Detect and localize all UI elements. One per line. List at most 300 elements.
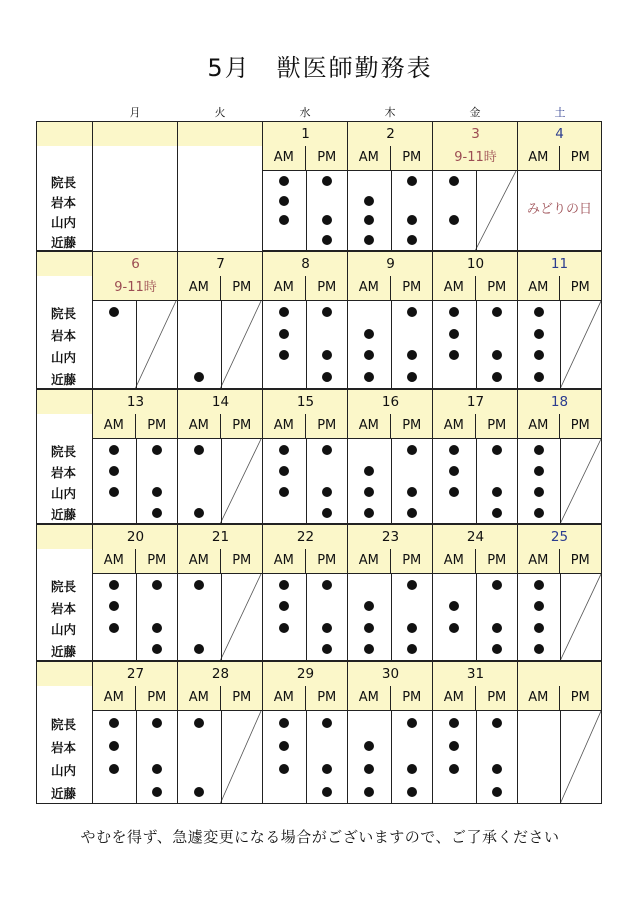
- pm-label: PM: [570, 418, 590, 433]
- name-column-header: [37, 662, 92, 687]
- day-cell: [432, 524, 518, 661]
- staff-name: 院長: [51, 443, 77, 459]
- am-duty-dot: [534, 487, 544, 497]
- am-duty-dot: [449, 350, 459, 360]
- pm-duty-dot: [407, 307, 417, 317]
- staff-name: 近藤: [51, 644, 77, 660]
- pm-label: PM: [232, 553, 252, 568]
- date-label: 21: [178, 525, 263, 550]
- am-duty-dot: [279, 215, 289, 225]
- day-cell: [517, 661, 602, 804]
- pm-duty-dot: [492, 787, 502, 797]
- session-header: [518, 686, 601, 711]
- am-duty-dot: [279, 307, 289, 317]
- session-header: [433, 549, 518, 574]
- am-duty-dot: [449, 466, 459, 476]
- staff-name: 山内: [51, 215, 77, 230]
- staff-name: 近藤: [51, 372, 77, 387]
- am-duty-dot: [364, 235, 374, 245]
- pm-duty-dot: [322, 487, 332, 497]
- day-cell: [177, 661, 263, 804]
- staff-name-column: [36, 389, 92, 524]
- pm-duty-dot: [492, 644, 502, 654]
- pm-label: PM: [487, 553, 507, 568]
- date-label: 9: [348, 252, 433, 277]
- am-pm-divider: [391, 301, 392, 388]
- day-cell: [262, 251, 348, 389]
- pm-label: PM: [402, 553, 422, 568]
- pm-duty-dot: [407, 445, 417, 455]
- am-duty-dot: [279, 176, 289, 186]
- date-label: 20: [93, 525, 178, 550]
- pm-duty-dot: [152, 644, 162, 654]
- am-duty-dot: [279, 580, 289, 590]
- am-label: AM: [433, 414, 476, 438]
- pm-duty-dot: [152, 623, 162, 633]
- session-header: [518, 414, 601, 439]
- date-label: 7: [178, 252, 263, 277]
- pm-label: PM: [402, 418, 422, 433]
- am-duty-dot: [534, 466, 544, 476]
- staff-name: 山内: [51, 350, 77, 365]
- am-duty-dot: [449, 623, 459, 633]
- am-duty-dot: [364, 372, 374, 382]
- pm-duty-dot: [492, 580, 502, 590]
- day-cell: [177, 251, 263, 389]
- pm-duty-dot: [492, 623, 502, 633]
- day-cell: [347, 251, 433, 389]
- pm-label: PM: [570, 553, 590, 568]
- session-header: [263, 686, 348, 711]
- am-duty-dot: [449, 601, 459, 611]
- date-label: 3: [433, 122, 518, 147]
- am-pm-divider: [136, 301, 137, 388]
- date-label: [93, 122, 178, 147]
- staff-name: 山内: [51, 763, 77, 779]
- am-label: AM: [178, 686, 221, 710]
- am-duty-dot: [364, 644, 374, 654]
- session-header: [518, 549, 601, 574]
- day-cell: [92, 661, 178, 804]
- day-cell: [432, 389, 518, 524]
- day-cell: [347, 661, 433, 804]
- date-label: 27: [93, 662, 178, 687]
- am-duty-dot: [449, 741, 459, 751]
- am-label: AM: [178, 414, 221, 438]
- pm-duty-dot: [407, 215, 417, 225]
- am-duty-dot: [109, 601, 119, 611]
- am-duty-dot: [364, 601, 374, 611]
- name-column-header: [37, 252, 92, 277]
- date-label: 13: [93, 390, 178, 415]
- am-duty-dot: [109, 623, 119, 633]
- am-pm-divider: [221, 301, 222, 388]
- pm-duty-dot: [492, 350, 502, 360]
- date-label: 1: [263, 122, 348, 147]
- pm-duty-dot: [322, 372, 332, 382]
- week-row: [36, 389, 602, 524]
- day-cell: [517, 251, 602, 389]
- pm-duty-dot: [322, 350, 332, 360]
- day-cell: [517, 389, 602, 524]
- footer-note: やむを得ず、急遽変更になる場合がございますので、ご了承ください: [80, 828, 560, 846]
- am-label: AM: [263, 414, 306, 438]
- pm-duty-dot: [152, 487, 162, 497]
- page-title: 5月 獣医師勤務表: [207, 54, 433, 82]
- pm-label: PM: [317, 280, 337, 295]
- date-label: 23: [348, 525, 433, 550]
- am-duty-dot: [279, 764, 289, 774]
- am-pm-divider: [560, 711, 561, 803]
- am-label: AM: [263, 686, 306, 710]
- pm-label: PM: [402, 690, 422, 705]
- pm-duty-dot: [407, 764, 417, 774]
- staff-name: 岩本: [51, 600, 77, 616]
- staff-name: 院長: [51, 578, 77, 594]
- date-label: 28: [178, 662, 263, 687]
- staff-name: 岩本: [51, 195, 77, 210]
- day-cell: [432, 121, 518, 251]
- am-duty-dot: [194, 445, 204, 455]
- am-duty-dot: [364, 487, 374, 497]
- am-label: AM: [433, 276, 476, 300]
- day-cell: [517, 121, 602, 251]
- session-header: [433, 414, 518, 439]
- session-header: [93, 276, 178, 301]
- am-label: AM: [263, 146, 306, 170]
- pm-label: PM: [232, 418, 252, 433]
- pm-label: PM: [147, 418, 167, 433]
- pm-duty-dot: [407, 350, 417, 360]
- am-duty-dot: [364, 787, 374, 797]
- am-pm-divider: [391, 439, 392, 523]
- am-label: AM: [348, 276, 391, 300]
- pm-duty-dot: [322, 644, 332, 654]
- am-pm-divider: [560, 574, 561, 660]
- day-cell: [432, 251, 518, 389]
- am-duty-dot: [109, 764, 119, 774]
- weekday-label: 水: [299, 106, 311, 119]
- day-cell: [262, 121, 348, 251]
- am-duty-dot: [109, 580, 119, 590]
- am-duty-dot: [534, 445, 544, 455]
- day-cell: [347, 121, 433, 251]
- session-header: [178, 276, 263, 301]
- staff-name-column: [36, 251, 92, 389]
- date-label: 4: [518, 122, 601, 147]
- am-duty-dot: [109, 487, 119, 497]
- date-label: [518, 662, 601, 687]
- am-label: AM: [93, 414, 136, 438]
- pm-label: PM: [317, 553, 337, 568]
- am-pm-divider: [560, 439, 561, 523]
- am-duty-dot: [364, 329, 374, 339]
- session-header: [263, 276, 348, 301]
- session-header: [93, 414, 178, 439]
- session-header: [263, 146, 348, 171]
- date-label: 15: [263, 390, 348, 415]
- pm-label: PM: [232, 690, 252, 705]
- session-header: [348, 276, 433, 301]
- special-hours-label: 9-11時: [454, 150, 497, 165]
- am-label: AM: [93, 549, 136, 573]
- date-label: 11: [518, 252, 601, 277]
- pm-duty-dot: [492, 445, 502, 455]
- pm-duty-dot: [407, 508, 417, 518]
- pm-duty-dot: [322, 623, 332, 633]
- am-label: AM: [93, 686, 136, 710]
- pm-label: PM: [232, 280, 252, 295]
- am-duty-dot: [534, 580, 544, 590]
- am-pm-divider: [136, 574, 137, 660]
- am-pm-divider: [391, 711, 392, 803]
- pm-label: PM: [317, 418, 337, 433]
- day-cell: [92, 251, 178, 389]
- name-column-header: [37, 525, 92, 550]
- pm-duty-dot: [322, 445, 332, 455]
- day-cell: [517, 524, 602, 661]
- date-label: 10: [433, 252, 518, 277]
- am-pm-divider: [306, 301, 307, 388]
- pm-label: PM: [570, 150, 590, 165]
- weekday-label: 木: [384, 106, 396, 119]
- staff-name: 院長: [51, 175, 77, 190]
- am-duty-dot: [194, 580, 204, 590]
- am-pm-divider: [476, 711, 477, 803]
- am-label: AM: [263, 276, 306, 300]
- session-header: [178, 686, 263, 711]
- staff-name: 近藤: [51, 507, 77, 523]
- pm-duty-dot: [492, 764, 502, 774]
- pm-duty-dot: [407, 580, 417, 590]
- am-duty-dot: [364, 741, 374, 751]
- am-label: AM: [518, 276, 560, 300]
- pm-duty-dot: [152, 787, 162, 797]
- session-header: [178, 549, 263, 574]
- am-label: AM: [433, 549, 476, 573]
- pm-duty-dot: [407, 644, 417, 654]
- am-duty-dot: [364, 466, 374, 476]
- day-cell: [177, 389, 263, 524]
- am-duty-dot: [449, 307, 459, 317]
- date-label: 31: [433, 662, 518, 687]
- date-label: 30: [348, 662, 433, 687]
- date-label: 14: [178, 390, 263, 415]
- am-label: AM: [518, 549, 560, 573]
- day-cell: [92, 121, 178, 251]
- am-duty-dot: [279, 741, 289, 751]
- am-duty-dot: [194, 787, 204, 797]
- am-label: AM: [178, 276, 221, 300]
- pm-duty-dot: [407, 787, 417, 797]
- pm-duty-dot: [322, 215, 332, 225]
- am-duty-dot: [109, 466, 119, 476]
- date-label: 24: [433, 525, 518, 550]
- pm-duty-dot: [152, 445, 162, 455]
- pm-label: PM: [317, 150, 337, 165]
- am-pm-divider: [306, 711, 307, 803]
- am-pm-divider: [136, 439, 137, 523]
- am-duty-dot: [364, 215, 374, 225]
- staff-name: 岩本: [51, 739, 77, 755]
- pm-duty-dot: [152, 764, 162, 774]
- am-pm-divider: [476, 171, 477, 250]
- am-duty-dot: [364, 196, 374, 206]
- session-header-empty: [93, 146, 178, 252]
- staff-name: 岩本: [51, 328, 77, 343]
- am-pm-divider: [560, 301, 561, 388]
- day-cell: [262, 524, 348, 661]
- date-label: 6: [93, 252, 178, 277]
- session-header: [178, 414, 263, 439]
- am-duty-dot: [534, 508, 544, 518]
- pm-duty-dot: [407, 235, 417, 245]
- pm-duty-dot: [407, 718, 417, 728]
- am-duty-dot: [279, 718, 289, 728]
- name-column-header: [37, 122, 92, 147]
- week-row: [36, 251, 602, 389]
- name-column-subheader: [37, 276, 92, 300]
- am-duty-dot: [364, 350, 374, 360]
- pm-duty-dot: [322, 235, 332, 245]
- weekday-label: 金: [469, 106, 481, 119]
- session-header-empty: [178, 146, 263, 252]
- am-label: AM: [348, 146, 391, 170]
- pm-label: PM: [570, 280, 590, 295]
- am-pm-divider: [391, 574, 392, 660]
- pm-label: PM: [147, 690, 167, 705]
- am-pm-divider: [221, 711, 222, 803]
- session-header: [518, 276, 601, 301]
- session-header: [93, 549, 178, 574]
- pm-duty-dot: [492, 718, 502, 728]
- am-pm-divider: [476, 439, 477, 523]
- pm-duty-dot: [407, 487, 417, 497]
- am-duty-dot: [449, 487, 459, 497]
- pm-label: PM: [402, 280, 422, 295]
- weekday-label: 土: [554, 106, 566, 119]
- date-label: 22: [263, 525, 348, 550]
- staff-name: 院長: [51, 306, 77, 321]
- pm-duty-dot: [322, 764, 332, 774]
- am-duty-dot: [279, 196, 289, 206]
- special-hours-label: 9-11時: [114, 280, 157, 295]
- pm-duty-dot: [492, 487, 502, 497]
- pm-duty-dot: [492, 307, 502, 317]
- am-label: AM: [263, 549, 306, 573]
- weekday-label: 月: [129, 106, 141, 119]
- am-duty-dot: [364, 764, 374, 774]
- date-label: 16: [348, 390, 433, 415]
- session-header: [433, 146, 518, 171]
- date-label: 2: [348, 122, 433, 147]
- pm-duty-dot: [322, 580, 332, 590]
- am-duty-dot: [364, 623, 374, 633]
- day-cell: [432, 661, 518, 804]
- am-label: AM: [518, 414, 560, 438]
- am-duty-dot: [279, 350, 289, 360]
- session-header: [263, 414, 348, 439]
- session-header: [433, 686, 518, 711]
- am-duty-dot: [109, 445, 119, 455]
- am-pm-divider: [306, 171, 307, 250]
- pm-label: PM: [147, 553, 167, 568]
- am-pm-divider: [221, 439, 222, 523]
- am-duty-dot: [109, 718, 119, 728]
- am-label: AM: [348, 414, 391, 438]
- staff-name: 山内: [51, 486, 77, 502]
- day-cell: [177, 121, 263, 251]
- staff-name-column: [36, 524, 92, 661]
- session-header: [263, 549, 348, 574]
- pm-duty-dot: [322, 307, 332, 317]
- am-pm-divider: [306, 574, 307, 660]
- pm-duty-dot: [322, 718, 332, 728]
- am-duty-dot: [449, 329, 459, 339]
- session-header: [348, 686, 433, 711]
- am-pm-divider: [306, 439, 307, 523]
- am-label: AM: [348, 549, 391, 573]
- pm-duty-dot: [492, 508, 502, 518]
- am-label: AM: [518, 686, 560, 710]
- pm-label: PM: [487, 280, 507, 295]
- week-row: [36, 524, 602, 661]
- am-label: AM: [433, 686, 476, 710]
- date-label: 29: [263, 662, 348, 687]
- day-cell: [92, 524, 178, 661]
- day-cell: [92, 389, 178, 524]
- am-duty-dot: [194, 508, 204, 518]
- name-column-subheader: [37, 686, 92, 710]
- session-header: [348, 414, 433, 439]
- day-cell: [262, 661, 348, 804]
- am-duty-dot: [279, 466, 289, 476]
- weekday-label: 火: [214, 106, 226, 119]
- session-header: [433, 276, 518, 301]
- am-label: AM: [518, 146, 560, 170]
- staff-name-column: [36, 121, 92, 251]
- am-label: AM: [348, 686, 391, 710]
- staff-name: 近藤: [51, 786, 77, 802]
- am-duty-dot: [534, 329, 544, 339]
- am-duty-dot: [449, 764, 459, 774]
- am-label: AM: [178, 549, 221, 573]
- pm-duty-dot: [152, 580, 162, 590]
- session-header: [518, 146, 601, 171]
- session-header: [348, 549, 433, 574]
- pm-label: PM: [402, 150, 422, 165]
- staff-name: 院長: [51, 716, 77, 732]
- pm-duty-dot: [407, 176, 417, 186]
- pm-duty-dot: [152, 508, 162, 518]
- pm-label: PM: [487, 418, 507, 433]
- am-pm-divider: [476, 574, 477, 660]
- am-duty-dot: [364, 508, 374, 518]
- staff-name: 岩本: [51, 464, 77, 480]
- am-duty-dot: [109, 741, 119, 751]
- date-label: 8: [263, 252, 348, 277]
- session-header: [348, 146, 433, 171]
- am-pm-divider: [476, 301, 477, 388]
- am-duty-dot: [279, 445, 289, 455]
- am-duty-dot: [194, 718, 204, 728]
- day-cell: [177, 524, 263, 661]
- name-column-subheader: [37, 414, 92, 438]
- session-header: [93, 686, 178, 711]
- name-column-subheader: [37, 146, 92, 170]
- pm-duty-dot: [407, 372, 417, 382]
- pm-duty-dot: [152, 718, 162, 728]
